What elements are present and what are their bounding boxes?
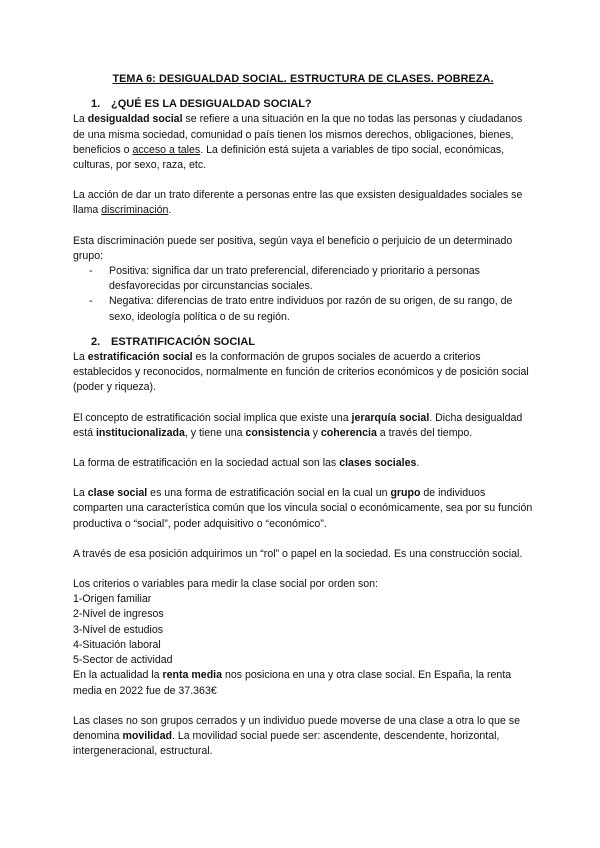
text: El concepto de estratificación social implica que existe una [73, 411, 352, 424]
discrimination-list [73, 264, 533, 325]
text: a través del tiempo. [376, 426, 473, 439]
text: se refiere a una situación en la que no todas las personas y ciudadanos de una misma sociedad, comunidad o país tienen los mismos derechos, obligaciones, bienes, beneficios o [73, 113, 523, 156]
text: , y tiene una [184, 426, 246, 439]
criteria-item: 5-Sector de actividad [73, 654, 173, 667]
text: Las clases no son grupos cerrados y un individuo puede moverse de una clase a otra lo que se denomina [73, 714, 520, 742]
text: La acción de dar un trato diferente a personas entre las que exsisten desigualdades sociales se llama [73, 189, 523, 217]
section-2-heading [73, 335, 533, 350]
criteria-item: 4-Situación laboral [73, 638, 161, 651]
list-item: - Positiva: significa dar un trato preferencial, diferenciado y prioritario a personas desfavorecidas por circunstancias sociales. [89, 265, 480, 293]
section-2-number: 2. [91, 335, 101, 348]
criteria-item: 3-Nivel de estudios [73, 623, 164, 636]
text: nos posiciona en una y otra clase social. En España, la renta media en 2022 fue de 37.363€ [73, 669, 512, 697]
text: . La movilidad social puede ser: ascendente, descendente, horizontal, intergeneracional, estructural. [73, 729, 500, 758]
text: La [73, 113, 88, 126]
bold-term: clase social [87, 487, 148, 500]
bold-term: desigualdad social [87, 113, 183, 126]
bold-term: estratificación social [87, 351, 193, 364]
bold-term: movilidad [122, 729, 172, 742]
paragraph-definition [73, 112, 533, 173]
text: es la conformación de grupos sociales de acuerdo a criterios establecidos y reconocidos, normalmente en función de criterios económicos y de posición social (poder y riqueza). [73, 351, 529, 394]
criteria-item: 1-Origen familiar [73, 593, 152, 606]
text: . Dicha desigualdad está [73, 411, 523, 439]
section-1-heading [73, 97, 533, 112]
text: La [73, 487, 88, 500]
text: En la actualidad la [73, 669, 163, 682]
paragraph-mobility [73, 714, 533, 760]
text: . [416, 457, 420, 470]
paragraph-hierarchy [73, 411, 533, 441]
bold-term: clases sociales [339, 457, 417, 470]
list-item-text: Negativa: diferencias de trato entre individuos por razón de su origen, de su rango, de sexo, ideología política o de su región. [109, 295, 513, 323]
criteria-item: 2-Nivel de ingresos [73, 608, 164, 621]
paragraph-stratification [73, 350, 533, 396]
text: de individuos comparten una característica común que los vincula social o económicamente, sea por su función productiva o “social”, poder adquisitivo o “económico”. [73, 487, 533, 530]
paragraph-discrimination [73, 188, 533, 218]
paragraph-social-classes [73, 456, 533, 471]
underlined-term: acceso a tales [132, 143, 201, 156]
paragraph-class-definition [73, 486, 533, 532]
section-1-number: 1. [91, 98, 101, 111]
section-1-title: ¿QUÉ ES LA DESIGUALDAD SOCIAL? [111, 98, 312, 111]
document-title: TEMA 6: DESIGUALDAD SOCIAL. ESTRUCTURA DE CLASES. POBREZA. [112, 73, 494, 85]
document-content [73, 72, 533, 759]
bold-term: renta media [162, 669, 222, 682]
list-item-text: Positiva: significa dar un trato preferencial, diferenciado y prioritario a personas desfavorecidas por circunstancias sociales. [109, 265, 480, 293]
bold-term: grupo [390, 487, 421, 500]
text: y [309, 426, 321, 439]
paragraph-discrimination-types: Esta discriminación puede ser positiva, según vaya el beneficio o perjuicio de un determinado grupo: [73, 234, 513, 262]
bold-term: consistencia [245, 426, 310, 439]
text: La [73, 351, 88, 364]
paragraph-criteria-intro: Los criterios o variables para medir la clase social por orden son: [73, 578, 379, 591]
section-2-title: ESTRATIFICACIÓN SOCIAL [111, 335, 256, 348]
text: . [168, 204, 172, 217]
text: . La definición está sujeta a variables de tipo social, económicas, culturas, por sexo, raza, etc. [73, 143, 505, 172]
text: La forma de estratificación en la sociedad actual son las [73, 457, 340, 470]
bold-term: coherencia [320, 426, 377, 439]
list-item: - Negativa: diferencias de trato entre individuos por razón de su origen, de su rango, de sexo, ideología política o de su región. [89, 295, 513, 323]
bold-term: jerarquía social [351, 411, 430, 424]
paragraph-income [73, 668, 533, 698]
underlined-term: discriminación [101, 204, 169, 217]
bold-term: institucionalizada [95, 426, 185, 439]
text: es una forma de estratificación social en la cual un [147, 487, 391, 500]
paragraph-role: A través de esa posición adquirimos un “rol” o papel en la sociedad. Es una construcción social. [73, 547, 523, 560]
